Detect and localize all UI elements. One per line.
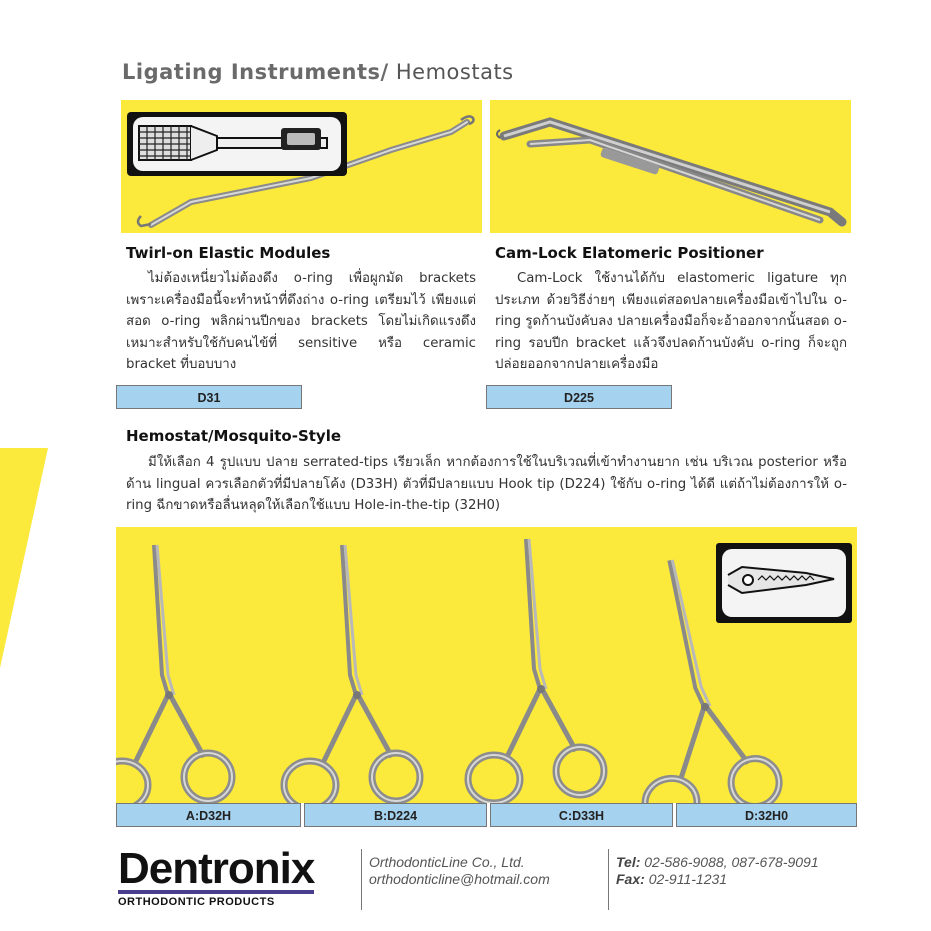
product-name-cam-lock: Cam-Lock Elatomeric Positioner: [495, 244, 764, 262]
twirl-on-image: [121, 100, 482, 233]
tel-number[interactable]: 02-586-9088, 087-678-9091: [644, 854, 819, 870]
product-code-d31: D31: [116, 385, 302, 409]
variant-code-d: D:32H0: [676, 803, 857, 827]
brand-subtitle: ORTHODONTIC PRODUCTS: [118, 896, 275, 908]
hemostat-a-graphic: [116, 545, 232, 803]
hemostat-image: [116, 527, 857, 803]
page-title-bold: Ligating Instruments/: [122, 60, 389, 84]
footer-divider-2: [608, 849, 609, 910]
product-description-cam-lock: Cam-Lock ใช้งานได้กับ elastomeric ligature ทุกประเภท ด้วยวิธีง่ายๆ เพียงแต่สอดปลายเครื่องมือเข้าไปใน o-ring รูดก้านบังคับลง ปลายเครื่องมือก็จะอ้าออกจากนั้นสอด o-ring รอบปีก bracket แล้วจึงปลดก้านบังคับ o-ring ก็จะถูกปล่อยออกจากปลายเครื่องมือ: [495, 271, 847, 372]
fax-number: 02-911-1231: [648, 871, 728, 887]
variant-code-b: B:D224: [304, 803, 487, 827]
company-email[interactable]: orthodonticline@hotmail.com: [369, 871, 550, 887]
page-title: [122, 60, 514, 84]
brand-name: Dentronix: [118, 844, 315, 893]
hemostat-heading: Hemostat/Mosquito-Style: [126, 427, 342, 445]
hemostat-description: มีให้เลือก 4 รูปแบบ ปลาย serrated-tips เรียวเล็ก หากต้องการใช้ในบริเวณที่เข้าทำงานยาก เช่น บริเวณ posterior หรือด้าน lingual ควรเลือกตัวที่มีปลายโค้ง (D33H) ตัวที่มีปลายแบบ Hook tip (D224) ใช้กับ o-ring ได้ดี แต่ถ้าไม่ต้องการให้ o-ring ฉีกขาดหรือลื่นหลุดให้เลือกใช้แบบ Hole-in-the-tip (32H0): [126, 455, 847, 513]
tel-label: Tel:: [616, 854, 641, 870]
dentronix-logo: [118, 846, 314, 908]
hemostat-b-graphic: [284, 545, 420, 803]
product-description-twirl-on: ไม่ต้องเหนี่ยวไม่ต้องดึง o-ring เพื่อผูกมัด brackets เพราะเครื่องมือนี้จะทำหน้าที่ดึงถ่าง o-ring เตรียมไว้ เพียงแต่สอด o-ring พลิกผ่านปีกของ brackets โดยไม่เกิดแรงดึง เหมาะสำหรับใช้กับคนไข้ที่ sensitive หรือ ceramic bracket ที่บอบบาง: [126, 271, 476, 372]
product-code-d225: D225: [486, 385, 672, 409]
company-name: OrthodonticLine Co., Ltd.: [369, 854, 525, 870]
contact-info: [616, 854, 819, 888]
company-info: [369, 854, 550, 888]
hemostat-c-graphic: [468, 539, 604, 803]
side-decoration: [0, 448, 52, 670]
footer-divider-1: [361, 849, 362, 910]
product-name-twirl-on: Twirl-on Elastic Modules: [126, 244, 331, 262]
fax-label: Fax:: [616, 871, 645, 887]
variant-code-c: C:D33H: [490, 803, 673, 827]
page-title-rest: Hemostats: [388, 60, 514, 84]
cam-lock-image: [490, 100, 851, 233]
variant-code-a: A:D32H: [116, 803, 301, 827]
